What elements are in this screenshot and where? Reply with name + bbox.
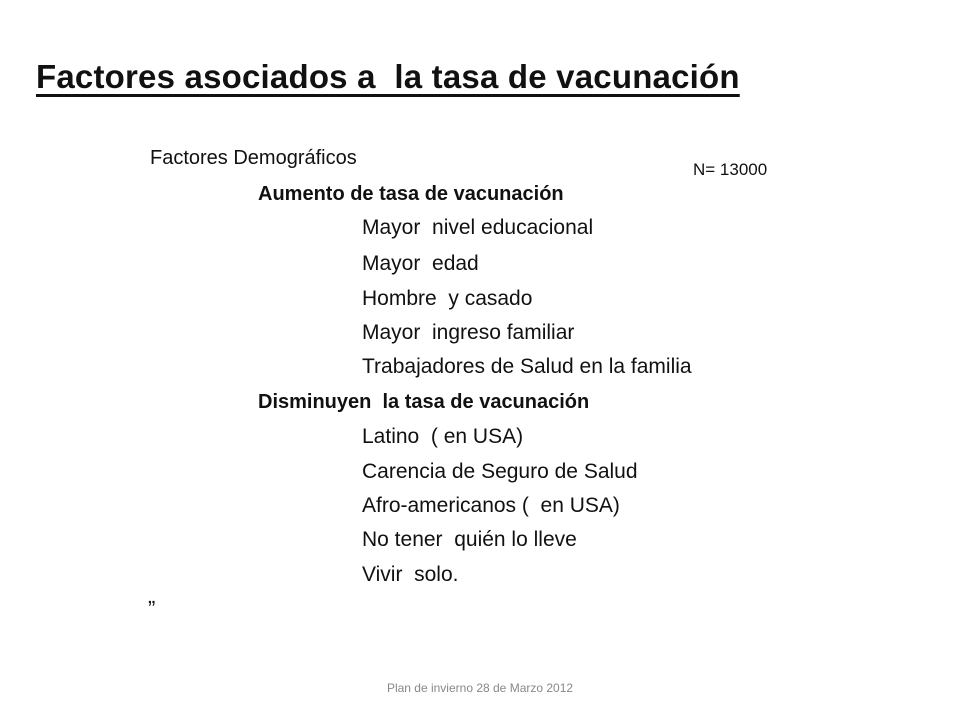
decrease-item: No tener quién lo lleve <box>362 528 577 551</box>
slide-title: Factores asociados a la tasa de vacunación <box>36 58 740 95</box>
sample-size-label: N= 13000 <box>693 160 768 179</box>
decrease-item: Vivir solo. <box>362 563 459 586</box>
increase-item: Mayor nivel educacional <box>362 216 594 239</box>
increase-item: Hombre y casado <box>362 287 533 310</box>
decrease-item: Carencia de Seguro de Salud <box>362 460 638 483</box>
section-heading: Factores Demográficos <box>150 147 357 169</box>
closing-quote-mark: „ <box>148 583 156 608</box>
increase-heading: Aumento de tasa de vacunación <box>258 183 564 205</box>
decrease-heading: Disminuyen la tasa de vacunación <box>258 391 590 413</box>
increase-item: Mayor edad <box>362 252 479 275</box>
increase-item: Mayor ingreso familiar <box>362 321 575 344</box>
decrease-item: Afro-americanos ( en USA) <box>362 494 620 517</box>
increase-item: Trabajadores de Salud en la familia <box>362 355 692 378</box>
slide-footer: Plan de invierno 28 de Marzo 2012 <box>386 681 574 695</box>
decrease-item: Latino ( en USA) <box>362 425 524 448</box>
